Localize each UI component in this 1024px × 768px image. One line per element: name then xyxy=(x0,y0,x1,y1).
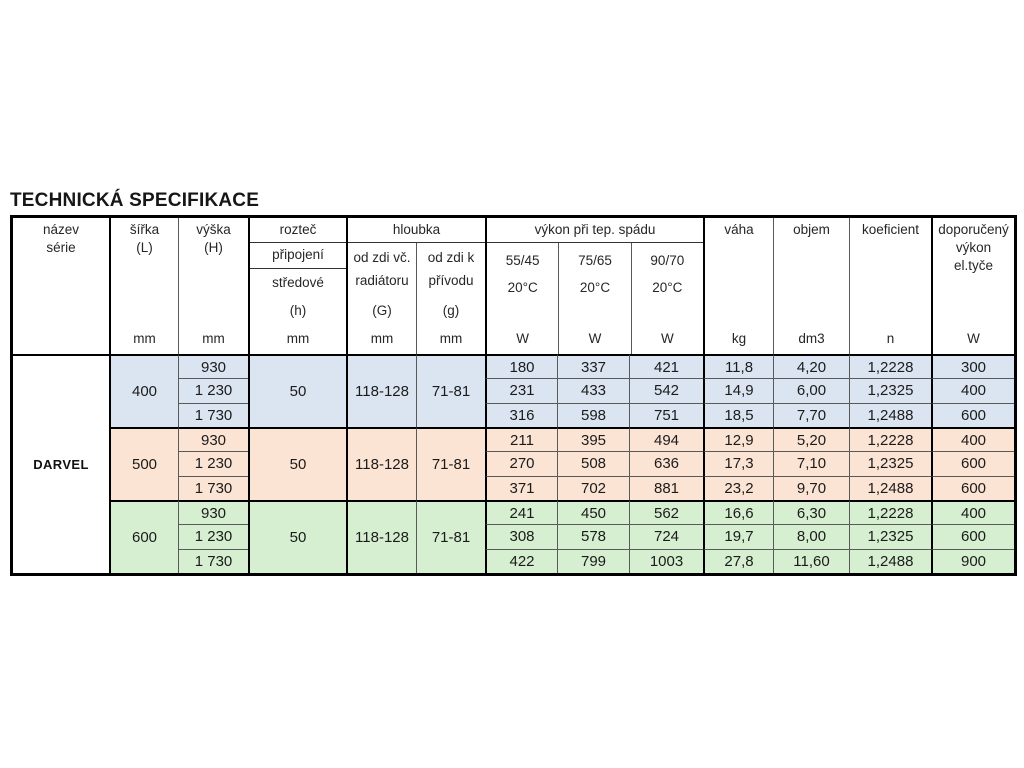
header-line: název xyxy=(42,222,80,237)
header-line: radiátoru xyxy=(355,272,409,288)
cell-vykon-5545: 316 xyxy=(485,403,557,427)
cell-koeficient: 1,2228 xyxy=(849,354,931,378)
unit-label: mm xyxy=(133,330,156,346)
unit-label: mm xyxy=(370,330,394,346)
cell-doporuceny: 600 xyxy=(931,403,1014,427)
col-header-vykon xyxy=(485,218,703,354)
unit-label: mm xyxy=(286,330,310,346)
cell-vykon-9070: 881 xyxy=(629,476,703,500)
cell-objem: 4,20 xyxy=(773,354,849,378)
unit-label: dm3 xyxy=(798,330,825,346)
header-line: (G) xyxy=(372,303,392,319)
cell-vyska: 1 230 xyxy=(178,378,248,402)
cell-vaha: 16,6 xyxy=(703,500,773,524)
col-header-sirka xyxy=(109,218,178,354)
cell-vykon-7565: 578 xyxy=(557,524,629,548)
unit-label: W xyxy=(967,330,980,346)
cell-doporuceny: 400 xyxy=(931,378,1014,402)
cell-vykon-7565: 702 xyxy=(557,476,629,500)
cell-hloubka-gsmall: 71-81 xyxy=(416,354,485,427)
cell-vaha: 27,8 xyxy=(703,549,773,573)
col-header-hloubka xyxy=(346,218,485,354)
col-header-vyska xyxy=(178,218,248,354)
cell-hloubka-gsmall: 71-81 xyxy=(416,500,485,573)
cell-vyska: 1 730 xyxy=(178,549,248,573)
cell-hloubka-gsmall: 71-81 xyxy=(416,427,485,500)
header-line: rozteč xyxy=(250,218,346,243)
cell-objem: 11,60 xyxy=(773,549,849,573)
cell-doporuceny: 600 xyxy=(931,476,1014,500)
cell-koeficient: 1,2488 xyxy=(849,403,931,427)
cell-vykon-9070: 494 xyxy=(629,427,703,451)
cell-doporuceny: 900 xyxy=(931,549,1014,573)
cell-objem: 9,70 xyxy=(773,476,849,500)
cell-doporuceny: 300 xyxy=(931,354,1014,378)
cell-koeficient: 1,2325 xyxy=(849,451,931,475)
cell-vykon-9070: 724 xyxy=(629,524,703,548)
header-line: středové xyxy=(272,275,324,290)
header-line: 55/45 xyxy=(505,253,540,268)
col-header-koeficient xyxy=(849,218,931,354)
col-header-objem xyxy=(773,218,849,354)
cell-vyska: 1 230 xyxy=(178,524,248,548)
header-line: hloubka xyxy=(348,218,485,243)
cell-vykon-5545: 231 xyxy=(485,378,557,402)
cell-vaha: 17,3 xyxy=(703,451,773,475)
cell-vyska: 1 230 xyxy=(178,451,248,475)
col-header-vaha xyxy=(703,218,773,354)
col-header-vykon-7565 xyxy=(558,243,630,354)
cell-vykon-9070: 636 xyxy=(629,451,703,475)
header-line: (H) xyxy=(204,240,223,256)
cell-series-name: DARVEL xyxy=(13,354,109,573)
cell-roztec: 50 xyxy=(248,354,346,427)
cell-roztec: 50 xyxy=(248,500,346,573)
header-line: připojení xyxy=(250,243,346,269)
header-line: (L) xyxy=(136,240,153,256)
cell-vaha: 23,2 xyxy=(703,476,773,500)
header-line: výkon xyxy=(955,240,992,256)
cell-vaha: 19,7 xyxy=(703,524,773,548)
cell-vykon-5545: 308 xyxy=(485,524,557,548)
col-header-vykon-9070 xyxy=(631,243,703,354)
cell-doporuceny: 600 xyxy=(931,524,1014,548)
cell-doporuceny: 400 xyxy=(931,500,1014,524)
cell-vykon-7565: 598 xyxy=(557,403,629,427)
cell-vaha: 18,5 xyxy=(703,403,773,427)
header-line: 20°C xyxy=(507,280,538,295)
header-line: doporučený xyxy=(938,222,1009,237)
cell-vykon-5545: 211 xyxy=(485,427,557,451)
cell-vaha: 14,9 xyxy=(703,378,773,402)
header-line: (g) xyxy=(442,303,460,319)
cell-objem: 6,00 xyxy=(773,378,849,402)
cell-objem: 6,30 xyxy=(773,500,849,524)
col-header-doporuceny xyxy=(931,218,1014,354)
cell-objem: 7,70 xyxy=(773,403,849,427)
page-title: TECHNICKÁ SPECIFIKACE xyxy=(10,190,260,211)
cell-vyska: 930 xyxy=(178,354,248,378)
header-line: 75/65 xyxy=(578,253,612,268)
cell-sirka: 400 xyxy=(109,354,178,427)
unit-label: mm xyxy=(202,330,225,346)
header-line: váha xyxy=(724,222,754,237)
spec-table xyxy=(10,215,1017,576)
cell-vykon-9070: 421 xyxy=(629,354,703,378)
cell-hloubka-g: 118-128 xyxy=(346,500,416,573)
header-line: koeficient xyxy=(861,222,920,237)
header-line: přívodu xyxy=(428,272,474,288)
cell-sirka: 500 xyxy=(109,427,178,500)
header-line: od zdi k xyxy=(427,250,475,265)
unit-label: W xyxy=(660,330,674,346)
cell-koeficient: 1,2325 xyxy=(849,524,931,548)
header-line: objem xyxy=(793,222,830,237)
cell-koeficient: 1,2488 xyxy=(849,476,931,500)
cell-vyska: 930 xyxy=(178,500,248,524)
header-line: 20°C xyxy=(652,280,683,295)
cell-vykon-9070: 542 xyxy=(629,378,703,402)
cell-koeficient: 1,2228 xyxy=(849,427,931,451)
cell-vykon-7565: 337 xyxy=(557,354,629,378)
header-line: výška xyxy=(196,222,231,237)
col-header-roztec xyxy=(248,218,346,354)
header-line: 90/70 xyxy=(650,253,685,268)
cell-vaha: 11,8 xyxy=(703,354,773,378)
cell-vykon-5545: 422 xyxy=(485,549,557,573)
cell-objem: 8,00 xyxy=(773,524,849,548)
cell-doporuceny: 600 xyxy=(931,451,1014,475)
cell-vyska: 1 730 xyxy=(178,476,248,500)
cell-koeficient: 1,2228 xyxy=(849,500,931,524)
cell-vykon-5545: 270 xyxy=(485,451,557,475)
cell-hloubka-g: 118-128 xyxy=(346,354,416,427)
cell-vykon-5545: 241 xyxy=(485,500,557,524)
cell-vykon-7565: 395 xyxy=(557,427,629,451)
cell-objem: 5,20 xyxy=(773,427,849,451)
header-line: od zdi vč. xyxy=(353,250,411,265)
cell-vykon-7565: 433 xyxy=(557,378,629,402)
cell-vyska: 930 xyxy=(178,427,248,451)
cell-hloubka-g: 118-128 xyxy=(346,427,416,500)
unit-label: kg xyxy=(731,330,747,346)
header-line: el.tyče xyxy=(953,258,994,274)
cell-vykon-7565: 508 xyxy=(557,451,629,475)
cell-roztec: 50 xyxy=(248,427,346,500)
cell-vyska: 1 730 xyxy=(178,403,248,427)
unit-label: W xyxy=(516,330,530,346)
col-header-nazev-serie xyxy=(13,218,109,354)
cell-vykon-9070: 751 xyxy=(629,403,703,427)
header-line: (h) xyxy=(289,302,307,318)
cell-vykon-9070: 562 xyxy=(629,500,703,524)
cell-objem: 7,10 xyxy=(773,451,849,475)
unit-label: mm xyxy=(439,330,463,346)
col-header-vykon-5545 xyxy=(487,243,558,354)
cell-vykon-7565: 799 xyxy=(557,549,629,573)
cell-koeficient: 1,2488 xyxy=(849,549,931,573)
cell-koeficient: 1,2325 xyxy=(849,378,931,402)
cell-doporuceny: 400 xyxy=(931,427,1014,451)
cell-vykon-5545: 371 xyxy=(485,476,557,500)
cell-vaha: 12,9 xyxy=(703,427,773,451)
cell-vykon-7565: 450 xyxy=(557,500,629,524)
unit-label: W xyxy=(588,330,602,346)
cell-vykon-5545: 180 xyxy=(485,354,557,378)
col-header-hloubka-gsmall xyxy=(416,243,485,354)
header-line: série xyxy=(46,240,76,256)
col-header-hloubka-g xyxy=(348,243,416,354)
cell-vykon-9070: 1003 xyxy=(629,549,703,573)
header-line: šířka xyxy=(129,222,160,237)
header-line: výkon při tep. spádu xyxy=(487,218,703,243)
header-line: 20°C xyxy=(579,280,611,295)
cell-sirka: 600 xyxy=(109,500,178,573)
unit-label: n xyxy=(886,330,895,346)
